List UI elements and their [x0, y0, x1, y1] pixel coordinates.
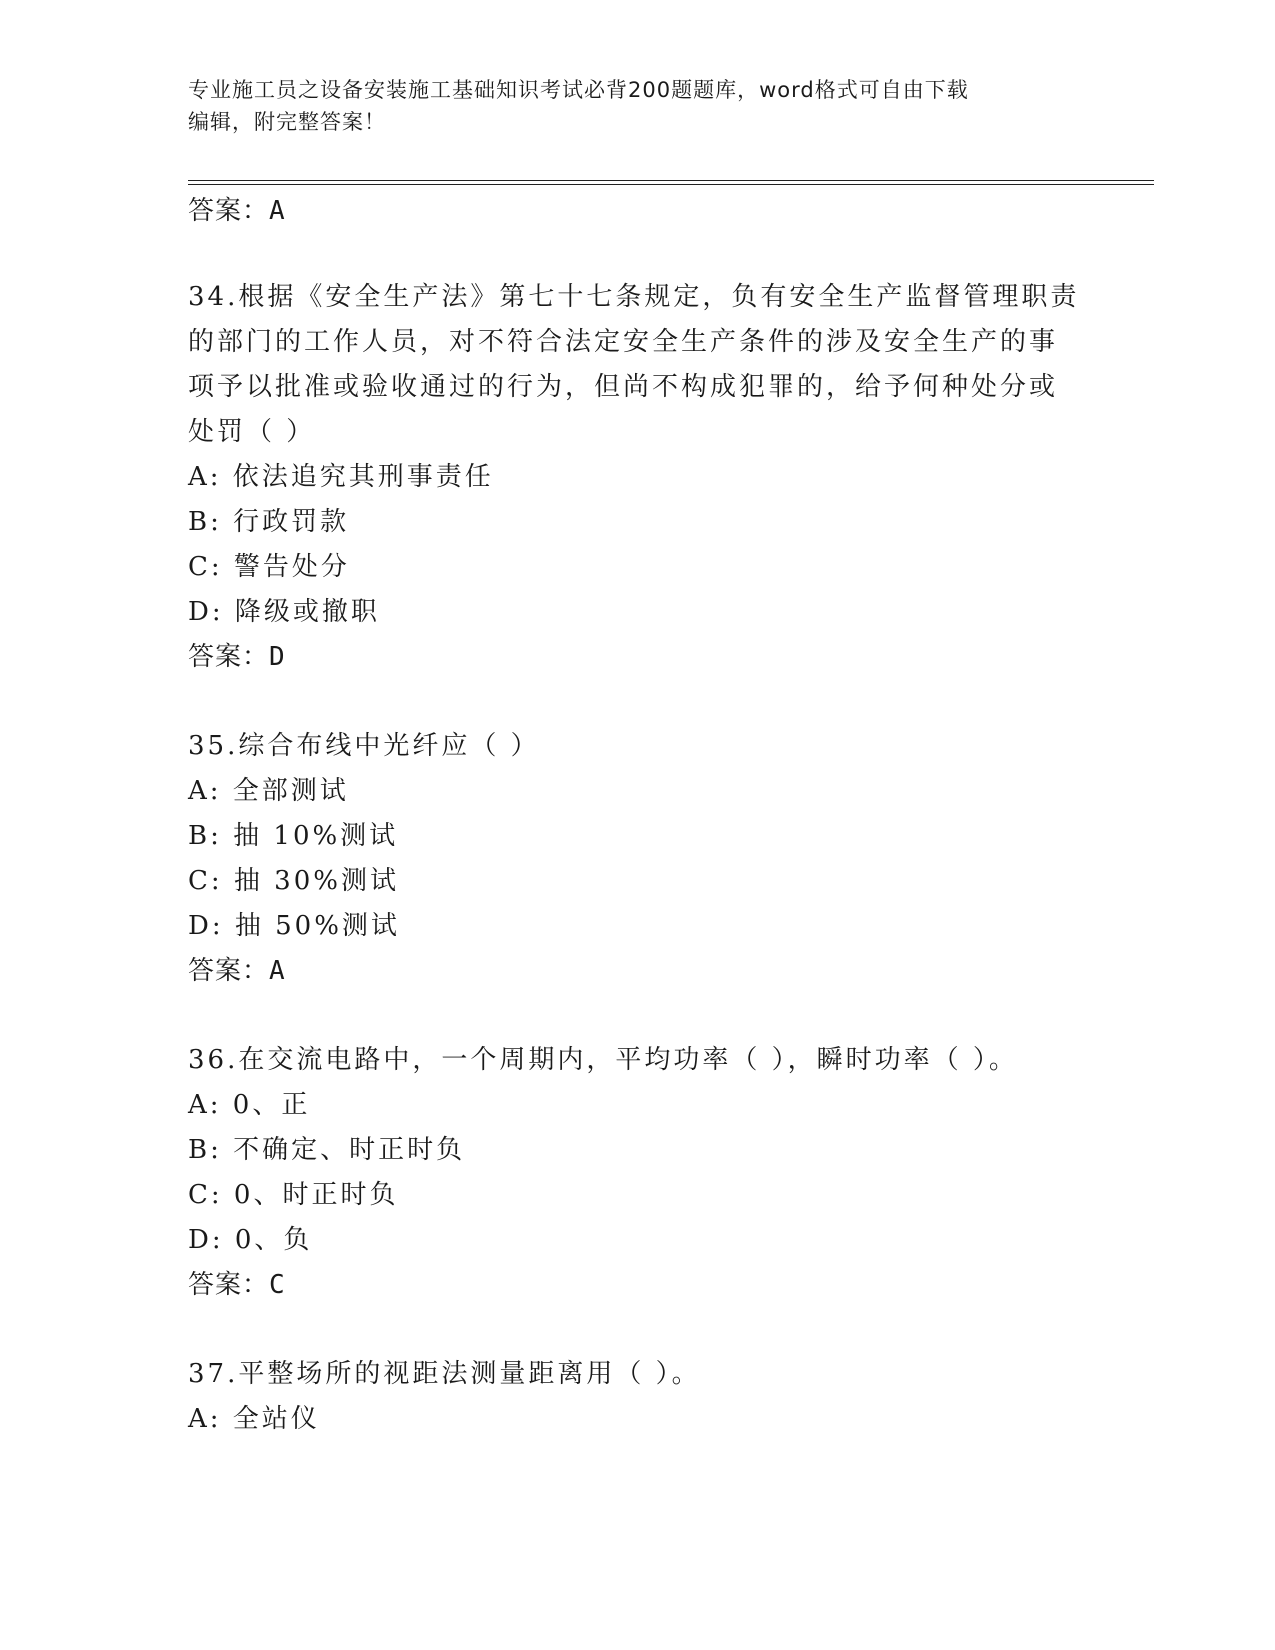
- question-35-option-b: B: 抽 10%测试: [188, 821, 399, 851]
- header-line-1: 专业施工员之设备安装施工基础知识考试必背200题题库，word格式可自由下载: [188, 78, 969, 102]
- question-34-stem-line-2: 的部门的工作人员，对不符合法定安全生产条件的涉及安全生产的事: [188, 327, 1059, 357]
- answer-line-35: [188, 950, 286, 987]
- question-34-option-d: D: 降级或撤职: [188, 597, 380, 627]
- header-line-2: 编辑，附完整答案！: [188, 110, 386, 134]
- question-35-stem-line-1: 35.综合布线中光纤应（ ）: [188, 731, 540, 761]
- question-36-option-a: A: 0、正: [188, 1090, 311, 1120]
- answer-label: 答案：: [188, 1270, 270, 1300]
- header-divider-top: [188, 180, 1154, 181]
- question-34-option-a: A: 依法追究其刑事责任: [188, 462, 494, 492]
- header-divider-bottom: [188, 184, 1154, 185]
- question-35-option-c: C: 抽 30%测试: [188, 866, 399, 896]
- answer-value: C: [269, 1270, 286, 1300]
- question-34-option-c: C: 警告处分: [188, 552, 350, 582]
- question-36-option-d: D: 0、负: [188, 1225, 313, 1255]
- answer-line-34: [188, 636, 286, 673]
- answer-line-33: [188, 190, 286, 227]
- answer-value: A: [269, 956, 286, 986]
- answer-label: 答案：: [188, 196, 270, 226]
- question-36-option-c: C: 0、时正时负: [188, 1180, 399, 1210]
- answer-line-36: [188, 1264, 286, 1301]
- question-37-option-a: A: 全站仪: [188, 1404, 320, 1434]
- answer-label: 答案：: [188, 642, 270, 672]
- question-35-option-a: A: 全部测试: [188, 776, 349, 806]
- document-header: [188, 74, 1088, 138]
- question-34-stem-line-1: 34.根据《安全生产法》第七十七条规定，负有安全生产监督管理职责: [188, 282, 1080, 312]
- answer-value: A: [269, 196, 286, 226]
- question-36-option-b: B: 不确定、时正时负: [188, 1135, 466, 1165]
- question-34-stem-line-3: 项予以批准或验收通过的行为，但尚不构成犯罪的，给予何种处分或: [188, 372, 1059, 402]
- question-37-stem-line-1: 37.平整场所的视距法测量距离用（ ）。: [188, 1359, 701, 1389]
- question-34-stem-line-4: 处罚（ ）: [188, 417, 316, 447]
- question-35-option-d: D: 抽 50%测试: [188, 911, 400, 941]
- question-36-stem-line-1: 36.在交流电路中，一个周期内，平均功率（ ），瞬时功率（ ）。: [188, 1045, 1018, 1075]
- question-34-option-b: B: 行政罚款: [188, 507, 350, 537]
- answer-value: D: [269, 642, 286, 672]
- answer-label: 答案：: [188, 956, 270, 986]
